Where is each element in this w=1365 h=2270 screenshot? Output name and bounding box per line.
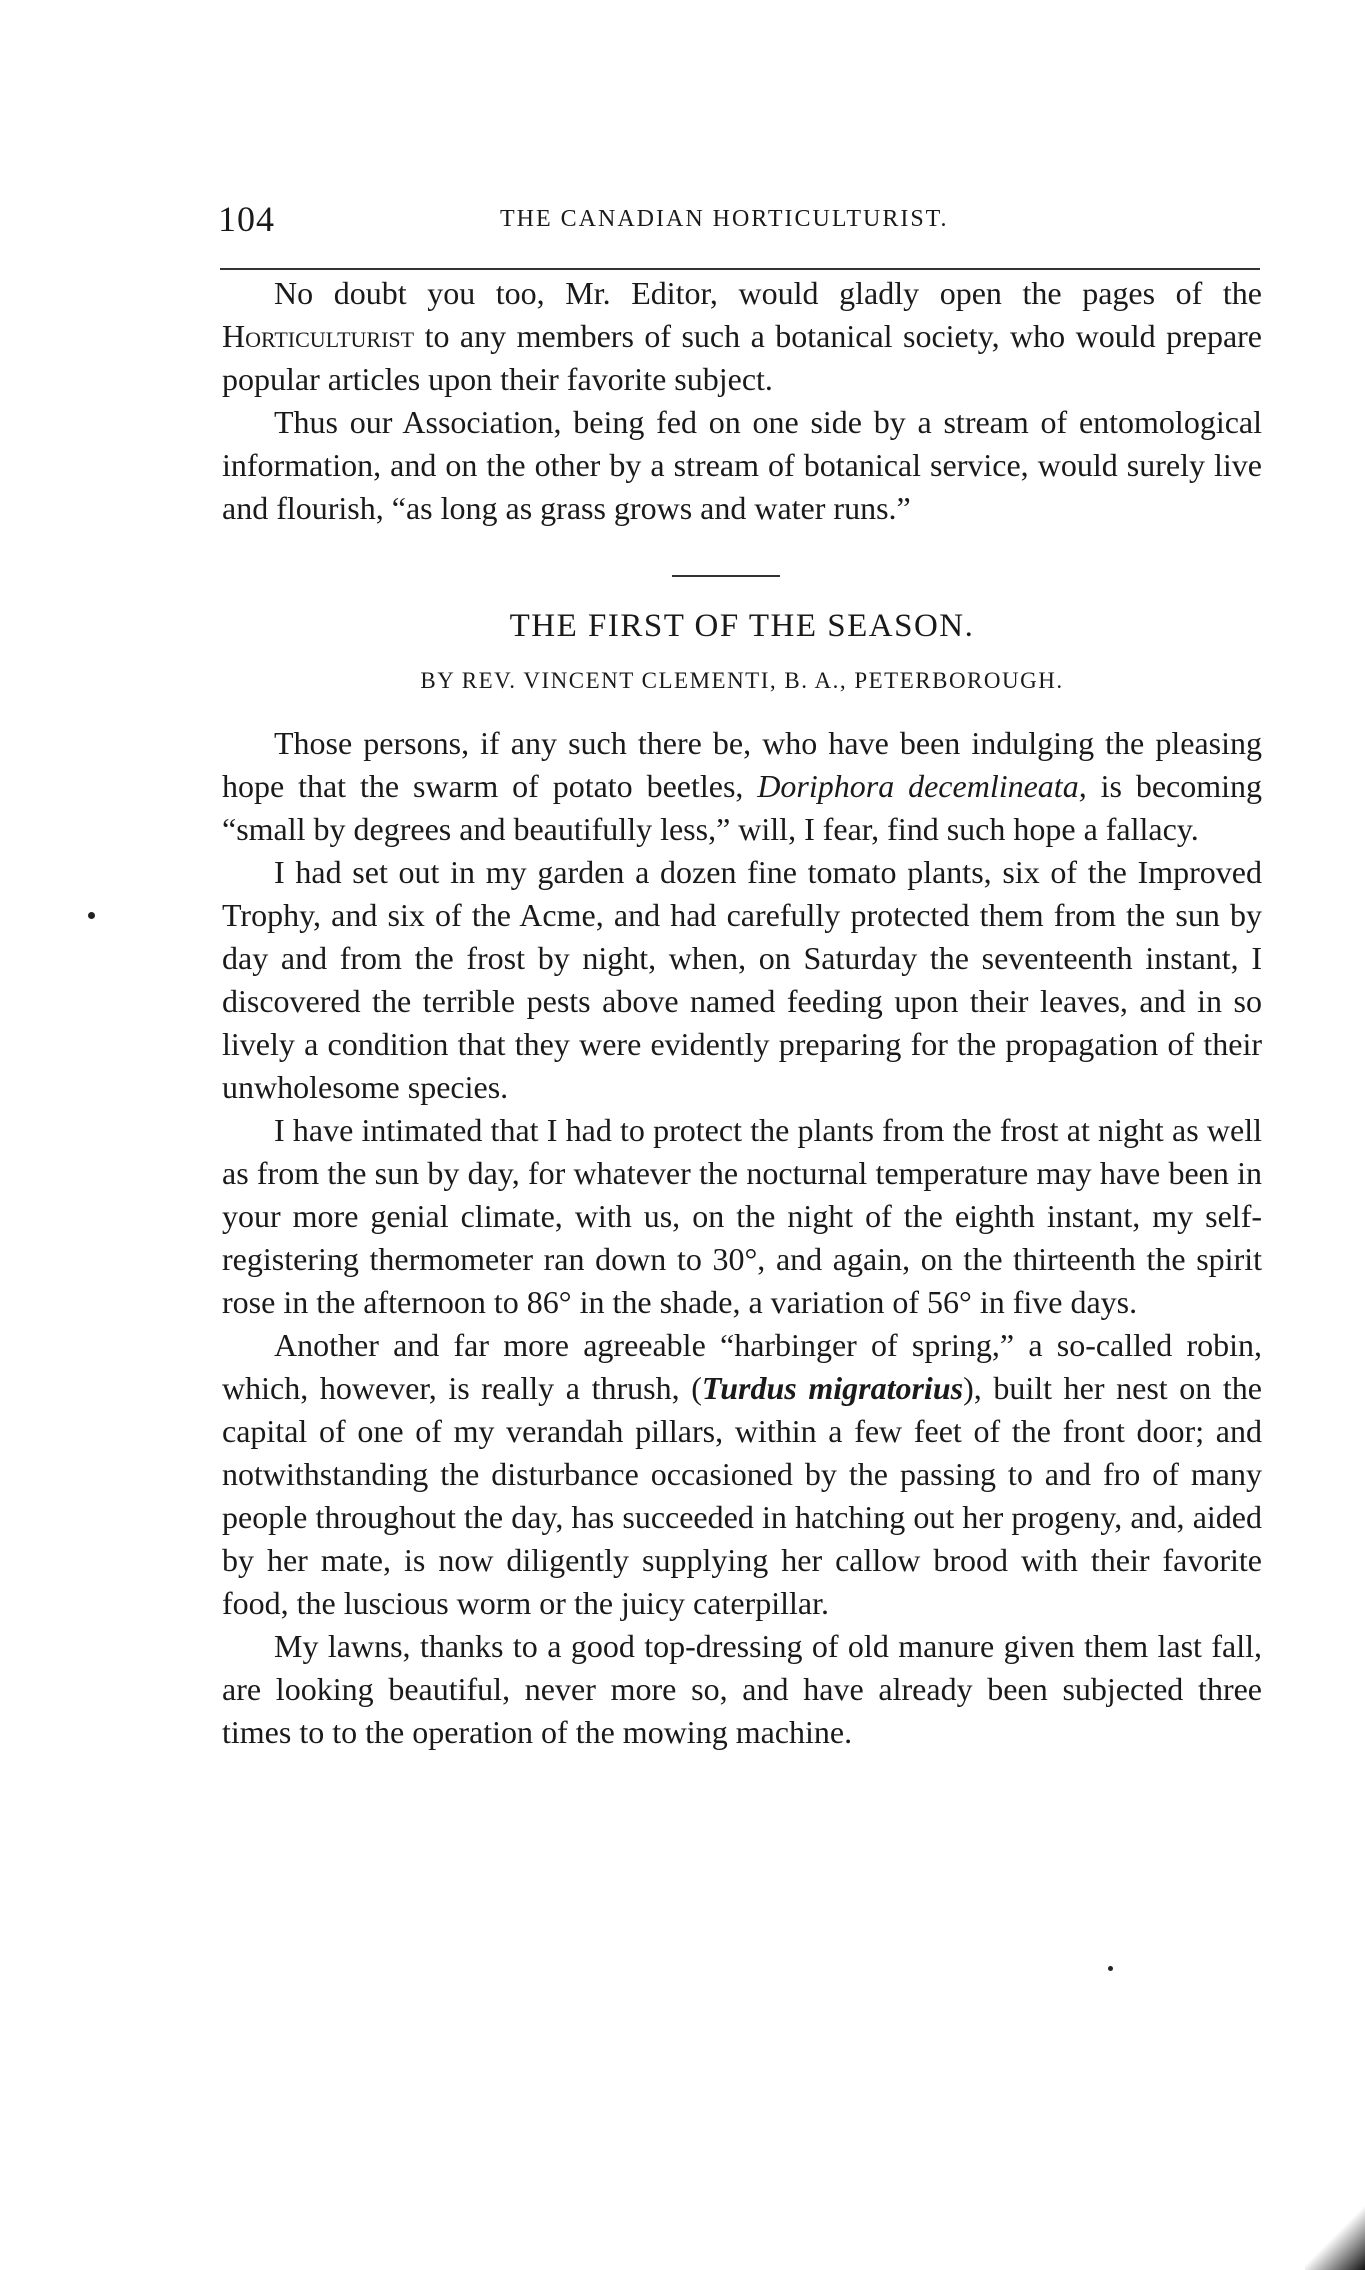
intro-p1-text-b: to any members of such a botanical society, who would prepare popular articles upon their favorite subject. [222, 318, 1262, 397]
article-title: THE FIRST OF THE SEASON. [509, 608, 975, 644]
intro-p1-text-a: No doubt you too, Mr. Editor, would gladly open the pages of the [274, 275, 1262, 311]
header-rule [220, 268, 1260, 270]
species-name-turdus: Turdus migratorius [701, 1370, 964, 1406]
page-speck [1108, 1966, 1113, 1971]
article-body [222, 722, 1262, 1754]
journal-title: THE CANADIAN HORTICULTURIST. [500, 206, 949, 232]
article-paragraph-3: I have intimated that I had to protect the plants from the frost at night as well as from the sun by day, for whatever the nocturnal temperature may have been in your more genial climate, with us, on the night of the eighth instant, my self-registering thermometer ran down to 30°, and again, on the thirteenth the spirit rose in the afternoon to 86° in the shade, a variation of 56° in five days. [222, 1112, 1262, 1320]
p1-text-b: is becoming “small by degrees and beautifully less,” will, I fear, find such hope a fallacy. [222, 768, 1263, 847]
p4-text-b: ), built her nest on the capital of one of my verandah pillars, within a few feet of the front door; and notwithstanding the disturbance occasioned by the passing to and fro of many people throughout the day, has succeeded in hatching out her progeny, and, aided by her mate, is now diligently supplying her callow brood with their favorite food, the luscious worm or the juicy caterpillar. [222, 1370, 1263, 1621]
page-number: 104 [218, 199, 275, 239]
intro-section [222, 272, 1262, 530]
margin-speck [88, 912, 95, 919]
p1-text-a: Those persons, if any such there be, who have been indulging the pleasing hope that the swarm of potato beetles, [222, 725, 1262, 804]
article-paragraph-1 [222, 722, 1262, 851]
article-paragraph-5: My lawns, thanks to a good top-dressing of old manure given them last fall, are looking beautiful, never more so, and have already been subjected three times to to the operation of the mowing machine. [222, 1628, 1262, 1750]
page-edge-shadow [1305, 2200, 1365, 2270]
section-divider [672, 575, 780, 577]
journal-name-smallcaps: Horticulturist [222, 318, 415, 354]
article-paragraph-2: I had set out in my garden a dozen fine tomato plants, six of the Improved Trophy, and six of the Acme, and had carefully protected them from the sun by day and from the frost by night, when, on Saturday the seventeenth instant, I discovered the terrible pests above named feeding upon their leaves, and in so lively a condition that they were evidently preparing for the propagation of their unwholesome species. [222, 854, 1262, 1105]
article-byline: BY REV. VINCENT CLEMENTI, B. A., PETERBOROUGH. [420, 668, 1064, 693]
p4-text-a: Another and far more agreeable “harbinger of spring,” a so-called robin, which, however, is really a thrush, ( [222, 1327, 1262, 1406]
intro-paragraph-2: Thus our Association, being fed on one side by a stream of entomological information, and on the other by a stream of botanical service, would surely live and flourish, “as long as grass grows and water runs.” [222, 404, 1262, 526]
running-head [218, 198, 1258, 248]
species-name-doriphora: Doriphora decemlineata, [757, 768, 1087, 804]
intro-paragraph-1 [222, 272, 1262, 401]
article-paragraph-4 [222, 1324, 1262, 1625]
